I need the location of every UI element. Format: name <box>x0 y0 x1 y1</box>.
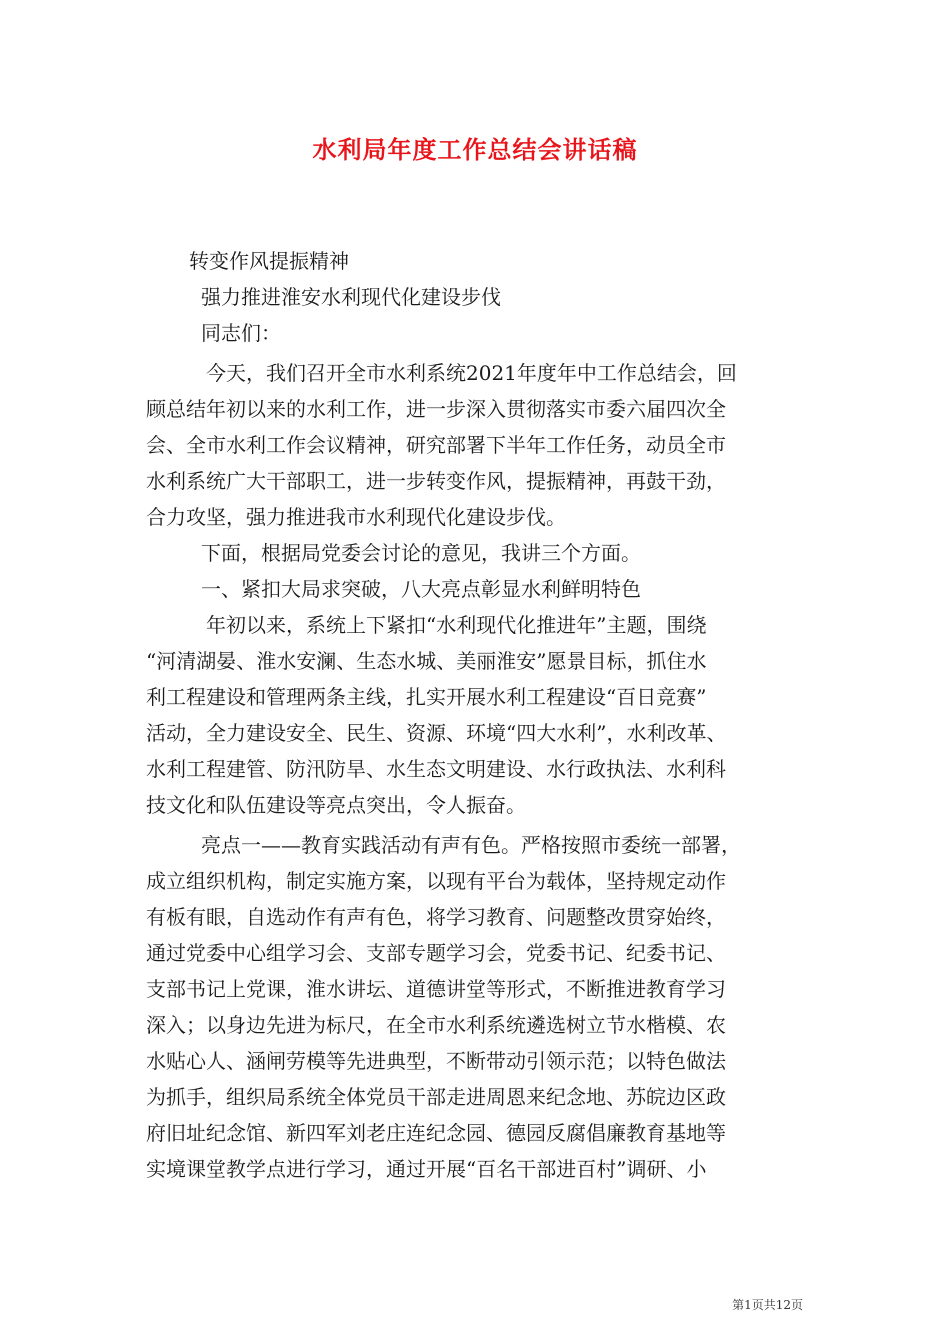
body-line: 顾总结年初以来的水利工作，进一步深入贯彻落实市委六届四次全 <box>146 397 726 421</box>
body-line: 技文化和队伍建设等亮点突出，令人振奋。 <box>146 793 526 817</box>
subtitle-line-1: 转变作风提振精神 <box>189 249 349 273</box>
body-line: 水利工程建管、防汛防旱、水生态文明建设、水行政执法、水利科 <box>146 757 726 781</box>
body-line: 为抓手，组织局系统全体党员干部走进周恩来纪念地、苏皖边区政 <box>146 1085 726 1109</box>
body-line: 合力攻坚，强力推进我市水利现代化建设步伐。 <box>146 505 566 529</box>
body-line: 下面，根据局党委会讨论的意见，我讲三个方面。 <box>201 541 641 565</box>
section-heading: 一、紧扣大局求突破，八大亮点彰显水利鲜明特色 <box>201 577 641 601</box>
body-line: 活动，全力建设安全、民生、资源、环境“四大水利”，水利改革、 <box>146 721 727 745</box>
body-line: 实境课堂教学点进行学习，通过开展“百名干部进百村”调研、小 <box>146 1157 707 1181</box>
body-line: 水贴心人、涵闸劳模等先进典型，不断带动引领示范；以特色做法 <box>146 1049 726 1073</box>
body-line: 支部书记上党课，淮水讲坛、道德讲堂等形式，不断推进教育学习 <box>146 977 726 1001</box>
body-line: 成立组织机构，制定实施方案，以现有平台为载体，坚持规定动作 <box>146 869 726 893</box>
subtitle-line-2: 强力推进淮安水利现代化建设步伐 <box>201 285 501 309</box>
body-line: 年初以来，系统上下紧扣“水利现代化推进年”主题，围绕 <box>206 613 707 637</box>
body-line: 利工程建设和管理两条主线，扎实开展水利工程建设“百日竞赛” <box>146 685 707 709</box>
salutation: 同志们： <box>201 321 281 345</box>
page-number: 第1页共12页 <box>732 1298 803 1312</box>
body-line: “河清湖晏、淮水安澜、生态水城、美丽淮安”愿景目标，抓住水 <box>146 649 707 673</box>
body-line: 水利系统广大干部职工，进一步转变作风，提振精神，再鼓干劲， <box>146 469 726 493</box>
body-line: 今天，我们召开全市水利系统2021年度年中工作总结会，回 <box>206 361 737 385</box>
document-title: 水利局年度工作总结会讲话稿 <box>312 135 638 164</box>
body-line: 会、全市水利工作会议精神，研究部署下半年工作任务，动员全市 <box>146 433 726 457</box>
body-line: 亮点一——教育实践活动有声有色。严格按照市委统一部署， <box>201 833 741 857</box>
body-line: 府旧址纪念馆、新四军刘老庄连纪念园、德园反腐倡廉教育基地等 <box>146 1121 726 1145</box>
body-line: 深入；以身边先进为标尺，在全市水利系统遴选树立节水楷模、农 <box>146 1013 726 1037</box>
body-line: 通过党委中心组学习会、支部专题学习会，党委书记、纪委书记、 <box>146 941 726 965</box>
body-line: 有板有眼，自选动作有声有色，将学习教育、问题整改贯穿始终， <box>146 905 726 929</box>
